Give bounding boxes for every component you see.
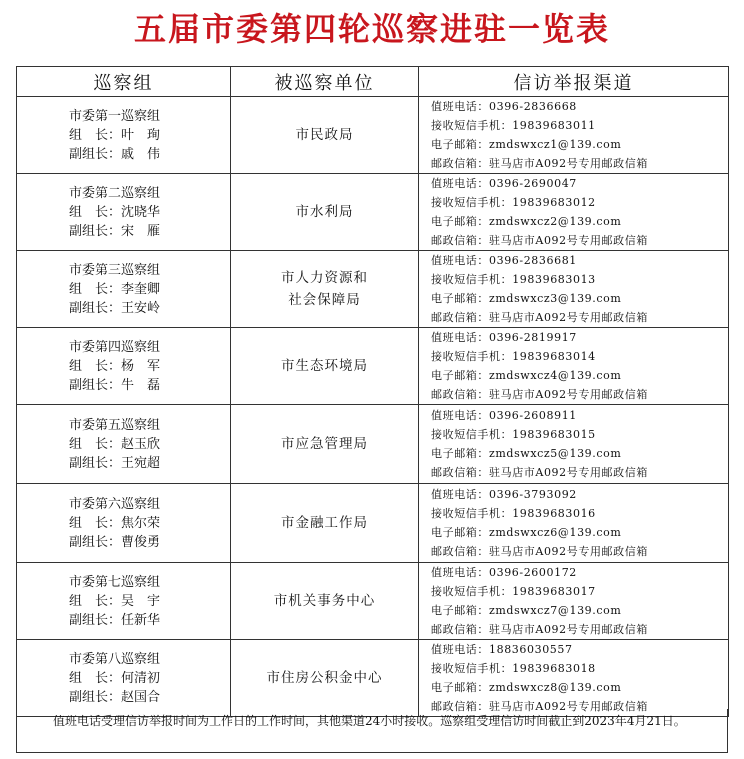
channel-email: 电子邮箱：zmdswxcz7@139.com <box>431 604 622 617</box>
channels-cell <box>419 640 729 717</box>
channel-phone: 值班电话：0396-3793092 <box>431 488 577 501</box>
group-cell <box>17 563 231 640</box>
group-deputy: 副组长：任新华 <box>69 612 161 628</box>
group-group: 市委第八巡察组 <box>69 651 161 667</box>
table-row <box>17 405 729 484</box>
table-row <box>17 640 729 717</box>
unit-cell <box>231 174 419 251</box>
channel-email: 电子邮箱：zmdswxcz3@139.com <box>431 292 622 305</box>
group-leader: 组 长：沈晓华 <box>69 204 161 220</box>
unit-name: 市住房公积金中心 <box>266 670 383 686</box>
channel-mail: 邮政信箱：驻马店市A092号专用邮政信箱 <box>431 234 648 247</box>
group-deputy: 副组长：牛 磊 <box>69 377 161 393</box>
channel-phone: 值班电话：0396-2690047 <box>431 177 577 190</box>
table-row <box>17 251 729 328</box>
channel-mail: 邮政信箱：驻马店市A092号专用邮政信箱 <box>431 623 648 636</box>
channel-sms: 接收短信手机：19839683018 <box>431 662 596 675</box>
channel-mail: 邮政信箱：驻马店市A092号专用邮政信箱 <box>431 311 648 324</box>
channel-email: 电子邮箱：zmdswxcz6@139.com <box>431 526 622 539</box>
unit-cell <box>231 640 419 717</box>
group-leader: 组 长：何清初 <box>69 670 161 686</box>
channel-phone: 值班电话：0396-2819917 <box>431 331 577 344</box>
table-row <box>17 563 729 640</box>
table-row <box>17 484 729 563</box>
group-cell <box>17 251 231 328</box>
channel-sms: 接收短信手机：19839683017 <box>431 585 596 598</box>
header-channels: 信访举报渠道 <box>419 67 729 97</box>
channel-mail: 邮政信箱：驻马店市A092号专用邮政信箱 <box>431 700 648 713</box>
group-leader: 组 长：赵玉欣 <box>69 436 161 452</box>
group-group: 市委第三巡察组 <box>69 262 161 278</box>
group-group: 市委第五巡察组 <box>69 417 161 433</box>
channels-cell <box>419 405 729 484</box>
group-cell <box>17 640 231 717</box>
group-cell <box>17 405 231 484</box>
header-group: 巡察组 <box>17 67 231 97</box>
unit-name: 市金融工作局 <box>281 515 368 531</box>
unit-name: 市水利局 <box>295 204 354 220</box>
channel-email: 电子邮箱：zmdswxcz2@139.com <box>431 215 622 228</box>
channels-cell <box>419 174 729 251</box>
channel-sms: 接收短信手机：19839683011 <box>431 119 596 132</box>
channel-mail: 邮政信箱：驻马店市A092号专用邮政信箱 <box>431 545 648 558</box>
unit-cell <box>231 484 419 563</box>
group-group: 市委第四巡察组 <box>69 339 161 355</box>
channel-phone: 值班电话：0396-2608911 <box>431 409 577 422</box>
channels-cell <box>419 484 729 563</box>
table-row <box>17 328 729 405</box>
group-cell <box>17 484 231 563</box>
channel-mail: 邮政信箱：驻马店市A092号专用邮政信箱 <box>431 388 648 401</box>
unit-cell <box>231 97 419 174</box>
channels-cell <box>419 563 729 640</box>
group-deputy: 副组长：宋 雁 <box>69 223 161 239</box>
channel-email: 电子邮箱：zmdswxcz8@139.com <box>431 681 622 694</box>
channel-sms: 接收短信手机：19839683015 <box>431 428 596 441</box>
channel-sms: 接收短信手机：19839683013 <box>431 273 596 286</box>
footnote: 值班电话受理信访举报时间为工作日的工作时间，其他渠道24小时接收。巡察组受理信访时间截止到2023年4月21日。 <box>16 709 728 753</box>
group-leader: 组 长：杨 军 <box>69 358 161 374</box>
channel-email: 电子邮箱：zmdswxcz4@139.com <box>431 369 622 382</box>
group-cell <box>17 97 231 174</box>
group-deputy: 副组长：王宛超 <box>69 455 161 471</box>
unit-cell <box>231 563 419 640</box>
channel-mail: 邮政信箱：驻马店市A092号专用邮政信箱 <box>431 157 648 170</box>
group-deputy: 副组长：王安岭 <box>69 300 161 316</box>
channel-email: 电子邮箱：zmdswxcz1@139.com <box>431 138 622 151</box>
channel-phone: 值班电话：18836030557 <box>431 643 573 656</box>
channel-sms: 接收短信手机：19839683016 <box>431 507 596 520</box>
group-leader: 组 长：吴 宇 <box>69 593 161 609</box>
group-group: 市委第二巡察组 <box>69 185 161 201</box>
group-deputy: 副组长：曹俊勇 <box>69 534 161 550</box>
group-leader: 组 长：焦尔荣 <box>69 515 161 531</box>
group-cell <box>17 174 231 251</box>
group-leader: 组 长：李奎卿 <box>69 281 161 297</box>
channel-sms: 接收短信手机：19839683012 <box>431 196 596 209</box>
channel-phone: 值班电话：0396-2600172 <box>431 566 577 579</box>
channels-cell <box>419 328 729 405</box>
channel-phone: 值班电话：0396-2836681 <box>431 254 577 267</box>
group-deputy: 副组长：赵国合 <box>69 689 161 705</box>
group-group: 市委第七巡察组 <box>69 574 161 590</box>
unit-name: 市生态环境局 <box>281 358 368 374</box>
page-title: 五届市委第四轮巡察进驻一览表 <box>133 10 610 48</box>
group-leader: 组 长：叶 珣 <box>69 127 161 143</box>
unit-name: 市民政局 <box>295 127 354 143</box>
unit-cell <box>231 251 419 328</box>
channel-phone: 值班电话：0396-2836668 <box>431 100 577 113</box>
header-unit: 被巡察单位 <box>231 67 419 97</box>
channels-cell <box>419 251 729 328</box>
channels-cell <box>419 97 729 174</box>
table-row <box>17 97 729 174</box>
group-group: 市委第六巡察组 <box>69 496 161 512</box>
unit-cell <box>231 405 419 484</box>
channel-mail: 邮政信箱：驻马店市A092号专用邮政信箱 <box>431 466 648 479</box>
inspection-table <box>16 66 729 717</box>
unit-name: 市人力资源和 <box>281 270 368 286</box>
group-deputy: 副组长：戚 伟 <box>69 146 161 162</box>
table-row <box>17 174 729 251</box>
group-group: 市委第一巡察组 <box>69 108 161 124</box>
channel-sms: 接收短信手机：19839683014 <box>431 350 596 363</box>
channel-email: 电子邮箱：zmdswxcz5@139.com <box>431 447 622 460</box>
unit-name: 市机关事务中心 <box>273 593 376 609</box>
table-header-row <box>17 67 729 97</box>
unit-name: 社会保障局 <box>288 292 361 308</box>
group-cell <box>17 328 231 405</box>
unit-name: 市应急管理局 <box>281 436 368 452</box>
unit-cell <box>231 328 419 405</box>
